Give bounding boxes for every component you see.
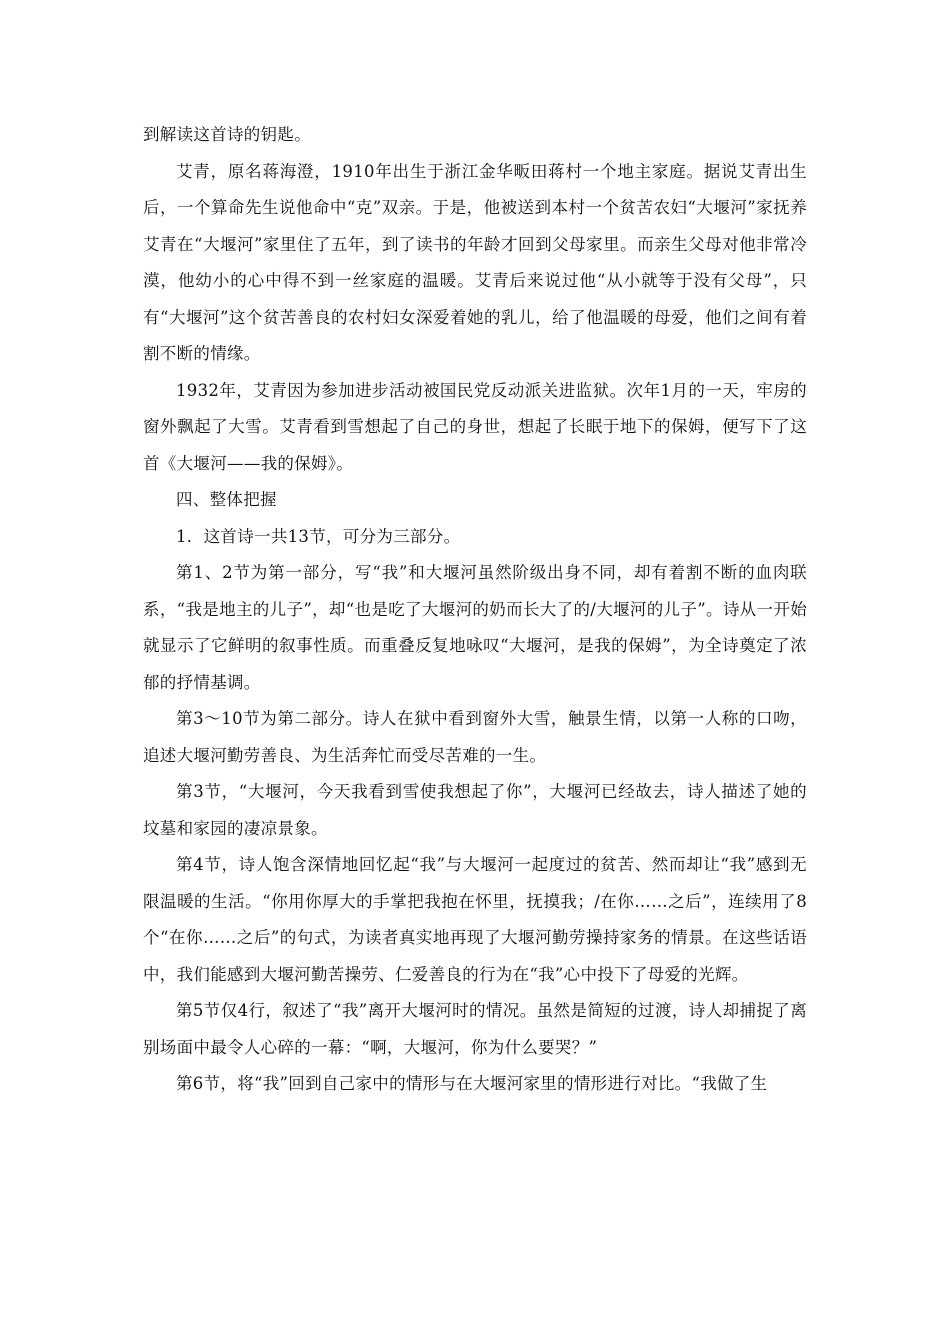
paragraph-5: 1．这首诗一共13节，可分为三部分。	[176, 526, 461, 546]
paragraph-11: 第6节，将“我”回到自己家中的情形与在大堰河家里的情形进行对比。“我做了生	[176, 1074, 768, 1093]
paragraph-1: 到解读这首诗的钥匙。	[143, 125, 311, 144]
paragraph-9: 第4节，诗人饱含深情地回忆起“我”与大堰河一起度过的贫苦、然而却让“我”感到无限温暖的生活。“你用你厚大的手掌把我抱在怀里，抚摸我；/在你……之后”，连续用了8个“在你……之后”的句式，为读者真实地再现了大堰河勤劳操持家务的情景。在这些话语中，我们能感到大堰河勤苦操劳、仁爱善良的行为在“我”心中投下了母爱的光辉。	[143, 855, 807, 984]
paragraph-7: 第3～10节为第二部分。诗人在狱中看到窗外大雪，触景生情，以第一人称的口吻，追述大堰河勤劳善良、为生活奔忙而受尽苦难的一生。	[143, 709, 807, 765]
paragraph-10: 第5节仅4行，叙述了“我”离开大堰河时的情况。虽然是简短的过渡，诗人却捕捉了离别场面中最令人心碎的一幕：“啊，大堰河，你为什么要哭？”	[143, 1001, 807, 1057]
paragraph-2: 艾青，原名蒋海澄，1910年出生于浙江金华畈田蒋村一个地主家庭。据说艾青出生后，一个算命先生说他命中“克”双亲。于是，他被送到本村一个贫苦农妇“大堰河”家抚养艾青在“大堰河”家里住了五年，到了读书的年龄才回到父母家里。而亲生父母对他非常冷漠，他幼小的心中得不到一丝家庭的温暖。艾青后来说过他“从小就等于没有父母”，只有“大堰河”这个贫苦善良的农村妇女深爱着她的乳儿，给了他温暖的母爱，他们之间有着割不断的情缘。	[143, 161, 807, 363]
paragraph-3: 1932年，艾青因为参加进步活动被国民党反动派关进监狱。次年1月的一天，牢房的窗外飘起了大雪。艾青看到雪想起了自己的身世，想起了长眠于地下的保姆，便写下了这首《大堰河——我的保姆》。	[143, 380, 807, 473]
section-heading: 四、整体把握	[176, 490, 277, 509]
paragraph-6: 第1、2节为第一部分，写“我”和大堰河虽然阶级出身不同，却有着割不断的血肉联系，“我是地主的儿子”，却“也是吃了大堰河的奶而长大了的/大堰河的儿子”。诗从一开始就显示了它鲜明的叙事性质。而重叠反复地咏叹“大堰河，是我的保姆”，为全诗奠定了浓郁的抒情基调。	[143, 563, 807, 692]
paragraph-8: 第3节，“大堰河，今天我看到雪使我想起了你”，大堰河已经故去，诗人描述了她的坟墓和家园的凄凉景象。	[143, 782, 807, 838]
document-body	[143, 117, 807, 1103]
